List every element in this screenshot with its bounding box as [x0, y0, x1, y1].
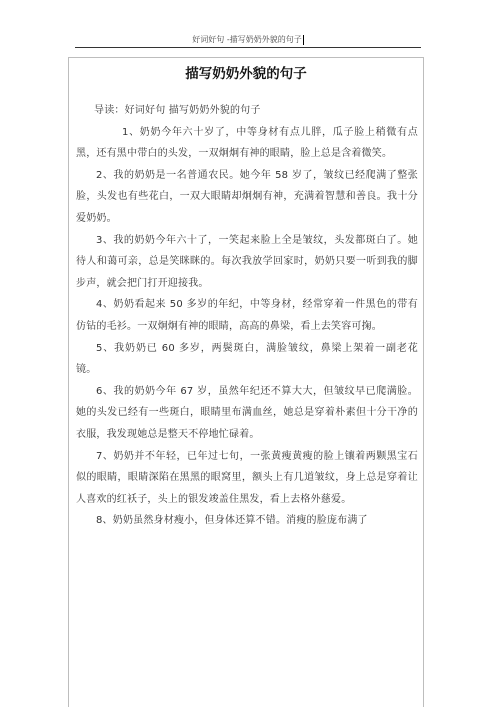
paragraph-2: 2、我的奶奶是一名普通农民。她今年 58 岁了，皱纹已经爬满了整张脸，头发也有些花白，一双大眼睛却炯炯有神，充满着智慧和善良。我十分爱奶奶。	[76, 169, 418, 224]
paragraph-4: 4、奶奶看起来 50 多岁的年纪，中等身材，经常穿着一件黑色的带有仿钻的毛衫。一双炯炯有神的眼睛，高高的鼻梁，看上去笑容可掬。	[76, 299, 418, 332]
running-header	[75, 34, 421, 46]
header-rule	[75, 47, 421, 48]
paragraph-5: 5、我奶奶已 60 多岁，两鬓斑白，满脸皱纹，鼻梁上架着一副老花镜。	[76, 342, 418, 376]
paragraph-1: 1、奶奶今年六十岁了，中等身材有点儿胖，瓜子脸上稍微有点黑，还有黑中带白的头发，一双炯炯有神的眼睛，脸上总是含着微笑。	[76, 126, 418, 160]
document-title: 描写奶奶外貌的句子	[185, 66, 307, 82]
paragraph-3: 3、我的奶奶今年六十了，一笑起来脸上全是皱纹，头发都斑白了。她待人和蔼可亲，总是笑眯眯的。每次我放学回家时，奶奶只要一听到我的脚步声，就会把门打开迎接我。	[76, 234, 418, 289]
paragraph-8: 8、奶奶虽然身材瘦小，但身体还算不错。消瘦的脸庞布满了	[96, 515, 368, 527]
paragraph-7: 7、奶奶并不年轻，已年过七旬，一张黄瘦黄瘦的脸上镶着两颗黑宝石似的眼睛，眼睛深陷在黑黑的眼窝里，额头上有几道皱纹，身上总是穿着让人喜欢的红袄子，头上的银发竣盖住黑发，看上去格外慈爱。	[76, 450, 418, 505]
document-body	[76, 100, 418, 532]
running-header-text: 好词好句 -描写奶奶外貌的句子	[192, 35, 302, 44]
text-cursor	[303, 35, 304, 45]
paragraph-6: 6、我的奶奶今年 67 岁，虽然年纪还不算大大，但皱纹早已爬满脸。她的头发已经有一些斑白，眼睛里布满血丝，她总是穿着朴素但十分干净的衣服，我发现她总是整天不停地忙碌着。	[76, 385, 418, 440]
lead-paragraph: 导读：好词好句 描写奶奶外貌的句子	[94, 105, 261, 116]
